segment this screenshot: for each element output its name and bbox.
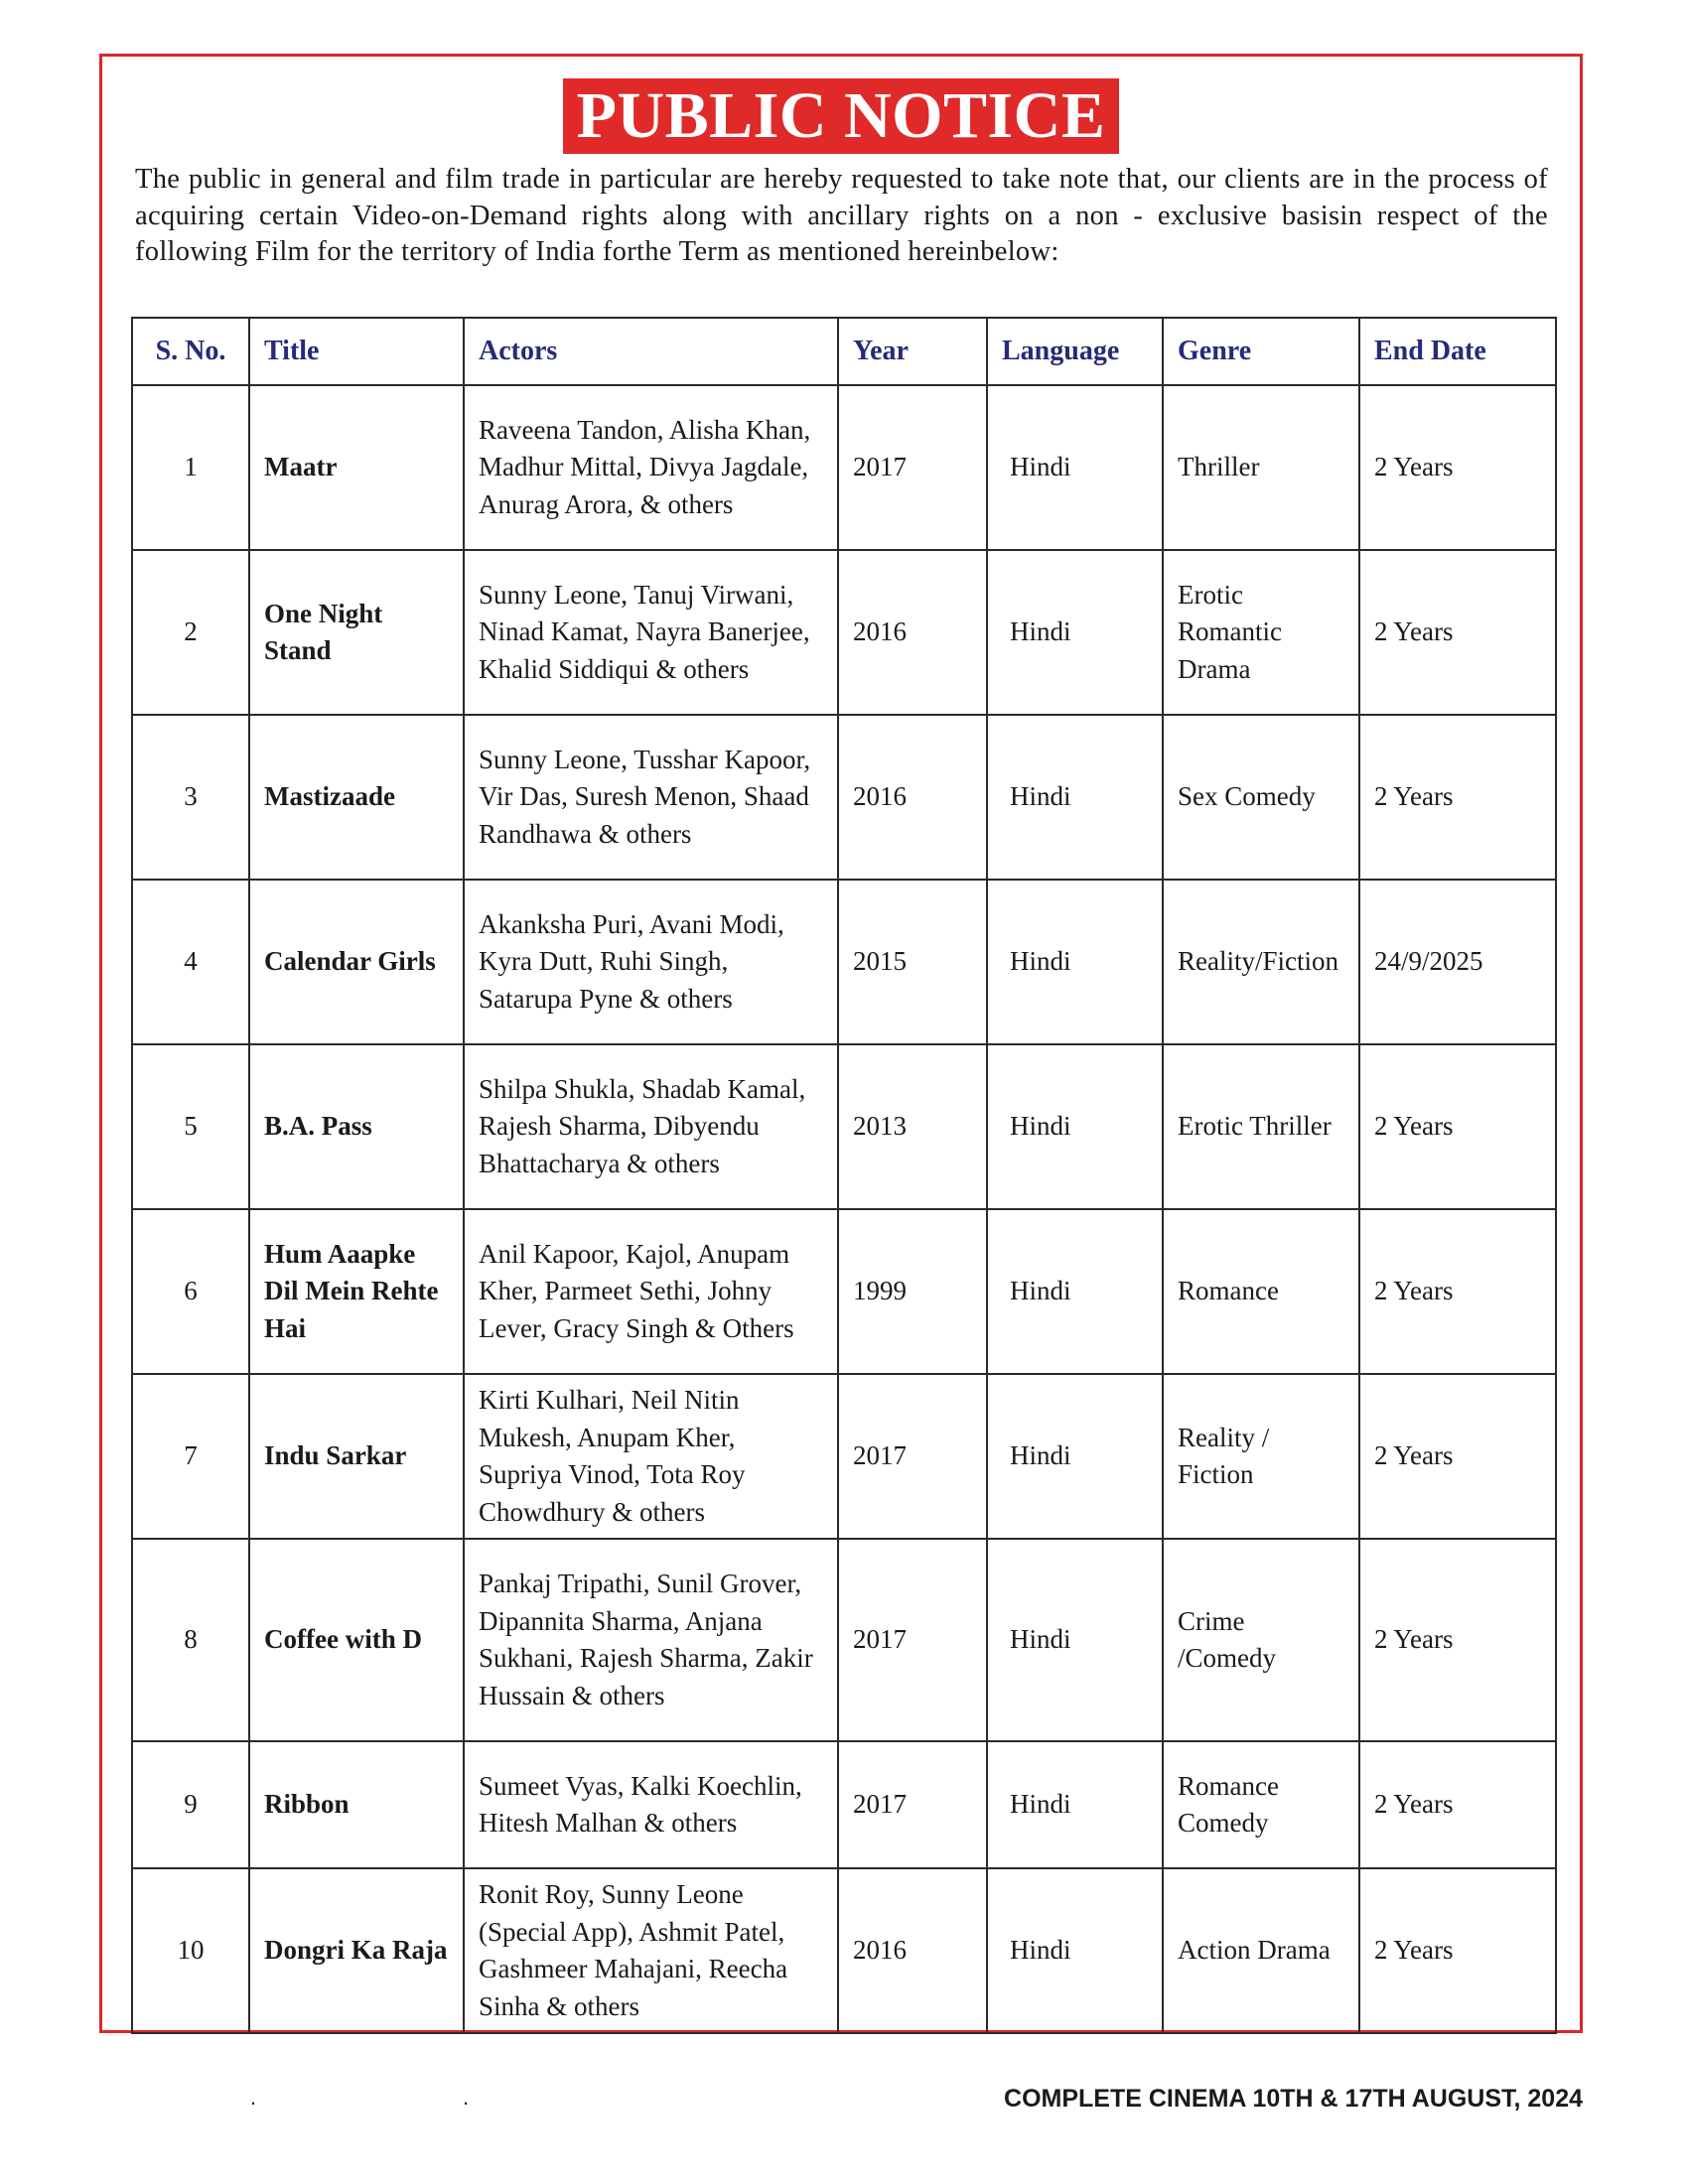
table-row (132, 1209, 1556, 1374)
cell-sno: 2 (132, 550, 249, 715)
table-row (132, 715, 1556, 880)
notice-intro: The public in general and film trade in particular are hereby requested to take note that, our clients are in the process of acquiring certain Video-on-Demand rights along with ancillary rights on a non - exclusive basisin respect of the following Film for the territory of India forthe Term as mentioned hereinbelow: (135, 164, 1548, 267)
cell-actors: Ronit Roy, Sunny Leone (Special App), Ashmit Patel, Gashmeer Mahajani, Reecha Sinha & others (464, 1868, 838, 2033)
cell-sno: 9 (132, 1741, 249, 1868)
cell-title: B.A. Pass (249, 1044, 464, 1209)
cell-year: 2017 (838, 385, 987, 550)
header-title: Title (249, 318, 464, 385)
cell-year: 2016 (838, 715, 987, 880)
cell-language: Hindi (987, 385, 1163, 550)
cell-genre: Romance (1163, 1209, 1359, 1374)
header-sno: S. No. (132, 318, 249, 385)
cell-genre: Erotic Romantic Drama (1163, 550, 1359, 715)
cell-actors: Shilpa Shukla, Shadab Kamal, Rajesh Sharma, Dibyendu Bhattacharya & others (464, 1044, 838, 1209)
footer-dot: . (463, 2085, 470, 2110)
cell-title: One Night Stand (249, 550, 464, 715)
header-end-date: End Date (1359, 318, 1556, 385)
cell-language: Hindi (987, 1209, 1163, 1374)
cell-sno: 1 (132, 385, 249, 550)
cell-title: Maatr (249, 385, 464, 550)
cell-end-date: 2 Years (1359, 715, 1556, 880)
cell-year: 2016 (838, 1868, 987, 2033)
cell-language: Hindi (987, 550, 1163, 715)
films-table (131, 317, 1557, 2034)
cell-end-date: 2 Years (1359, 1741, 1556, 1868)
cell-title: Mastizaade (249, 715, 464, 880)
cell-year: 2017 (838, 1741, 987, 1868)
table-header (132, 318, 1556, 385)
publication-footer: COMPLETE CINEMA 10TH & 17TH AUGUST, 2024 (1004, 2085, 1583, 2113)
cell-language: Hindi (987, 715, 1163, 880)
cell-sno: 5 (132, 1044, 249, 1209)
cell-genre: Reality/Fiction (1163, 880, 1359, 1044)
cell-title: Indu Sarkar (249, 1374, 464, 1539)
cell-title: Ribbon (249, 1741, 464, 1868)
cell-language: Hindi (987, 1868, 1163, 2033)
notice-frame (99, 54, 1583, 2033)
footer-dot: . (250, 2085, 257, 2110)
cell-actors: Pankaj Tripathi, Sunil Grover, Dipannita Sharma, Anjana Sukhani, Rajesh Sharma, Zakir Hussain & others (464, 1539, 838, 1741)
cell-end-date: 2 Years (1359, 1374, 1556, 1539)
cell-end-date: 2 Years (1359, 1539, 1556, 1741)
table-body (132, 385, 1556, 2033)
cell-language: Hindi (987, 1741, 1163, 1868)
cell-end-date: 2 Years (1359, 1209, 1556, 1374)
header-actors: Actors (464, 318, 838, 385)
cell-genre: Action Drama (1163, 1868, 1359, 2033)
cell-language: Hindi (987, 1044, 1163, 1209)
cell-language: Hindi (987, 1374, 1163, 1539)
cell-end-date: 24/9/2025 (1359, 880, 1556, 1044)
header-language: Language (987, 318, 1163, 385)
cell-language: Hindi (987, 1539, 1163, 1741)
cell-genre: Sex Comedy (1163, 715, 1359, 880)
cell-year: 2017 (838, 1539, 987, 1741)
table-row (132, 1868, 1556, 2033)
cell-actors: Raveena Tandon, Alisha Khan, Madhur Mittal, Divya Jagdale, Anurag Arora, & others (464, 385, 838, 550)
cell-genre: Thriller (1163, 385, 1359, 550)
cell-end-date: 2 Years (1359, 550, 1556, 715)
cell-genre: Romance Comedy (1163, 1741, 1359, 1868)
cell-sno: 8 (132, 1539, 249, 1741)
cell-year: 2013 (838, 1044, 987, 1209)
cell-language: Hindi (987, 880, 1163, 1044)
cell-title: Coffee with D (249, 1539, 464, 1741)
cell-actors: Sunny Leone, Tanuj Virwani, Ninad Kamat, Nayra Banerjee, Khalid Siddiqui & others (464, 550, 838, 715)
cell-actors: Anil Kapoor, Kajol, Anupam Kher, Parmeet Sethi, Johny Lever, Gracy Singh & Others (464, 1209, 838, 1374)
table-row (132, 1539, 1556, 1741)
cell-year: 1999 (838, 1209, 987, 1374)
table-row (132, 1374, 1556, 1539)
cell-title: Calendar Girls (249, 880, 464, 1044)
table-row (132, 385, 1556, 550)
cell-end-date: 2 Years (1359, 1044, 1556, 1209)
header-year: Year (838, 318, 987, 385)
cell-sno: 4 (132, 880, 249, 1044)
cell-sno: 10 (132, 1868, 249, 2033)
cell-title: Hum Aaapke Dil Mein Rehte Hai (249, 1209, 464, 1374)
cell-genre: Erotic Thriller (1163, 1044, 1359, 1209)
notice-title: PUBLIC NOTICE (563, 78, 1120, 154)
cell-actors: Akanksha Puri, Avani Modi, Kyra Dutt, Ruhi Singh, Satarupa Pyne & others (464, 880, 838, 1044)
cell-actors: Sumeet Vyas, Kalki Koechlin, Hitesh Malhan & others (464, 1741, 838, 1868)
header-genre: Genre (1163, 318, 1359, 385)
cell-actors: Sunny Leone, Tusshar Kapoor, Vir Das, Suresh Menon, Shaad Randhawa & others (464, 715, 838, 880)
cell-actors: Kirti Kulhari, Neil Nitin Mukesh, Anupam Kher, Supriya Vinod, Tota Roy Chowdhury & others (464, 1374, 838, 1539)
cell-genre: Crime /Comedy (1163, 1539, 1359, 1741)
cell-end-date: 2 Years (1359, 385, 1556, 550)
table-row (132, 1044, 1556, 1209)
table-row (132, 550, 1556, 715)
table-row (132, 1741, 1556, 1868)
cell-year: 2017 (838, 1374, 987, 1539)
cell-end-date: 2 Years (1359, 1868, 1556, 2033)
cell-year: 2016 (838, 550, 987, 715)
cell-sno: 7 (132, 1374, 249, 1539)
title-wrap (102, 78, 1580, 154)
cell-genre: Reality / Fiction (1163, 1374, 1359, 1539)
table-row (132, 880, 1556, 1044)
cell-title: Dongri Ka Raja (249, 1868, 464, 2033)
cell-year: 2015 (838, 880, 987, 1044)
cell-sno: 6 (132, 1209, 249, 1374)
cell-sno: 3 (132, 715, 249, 880)
